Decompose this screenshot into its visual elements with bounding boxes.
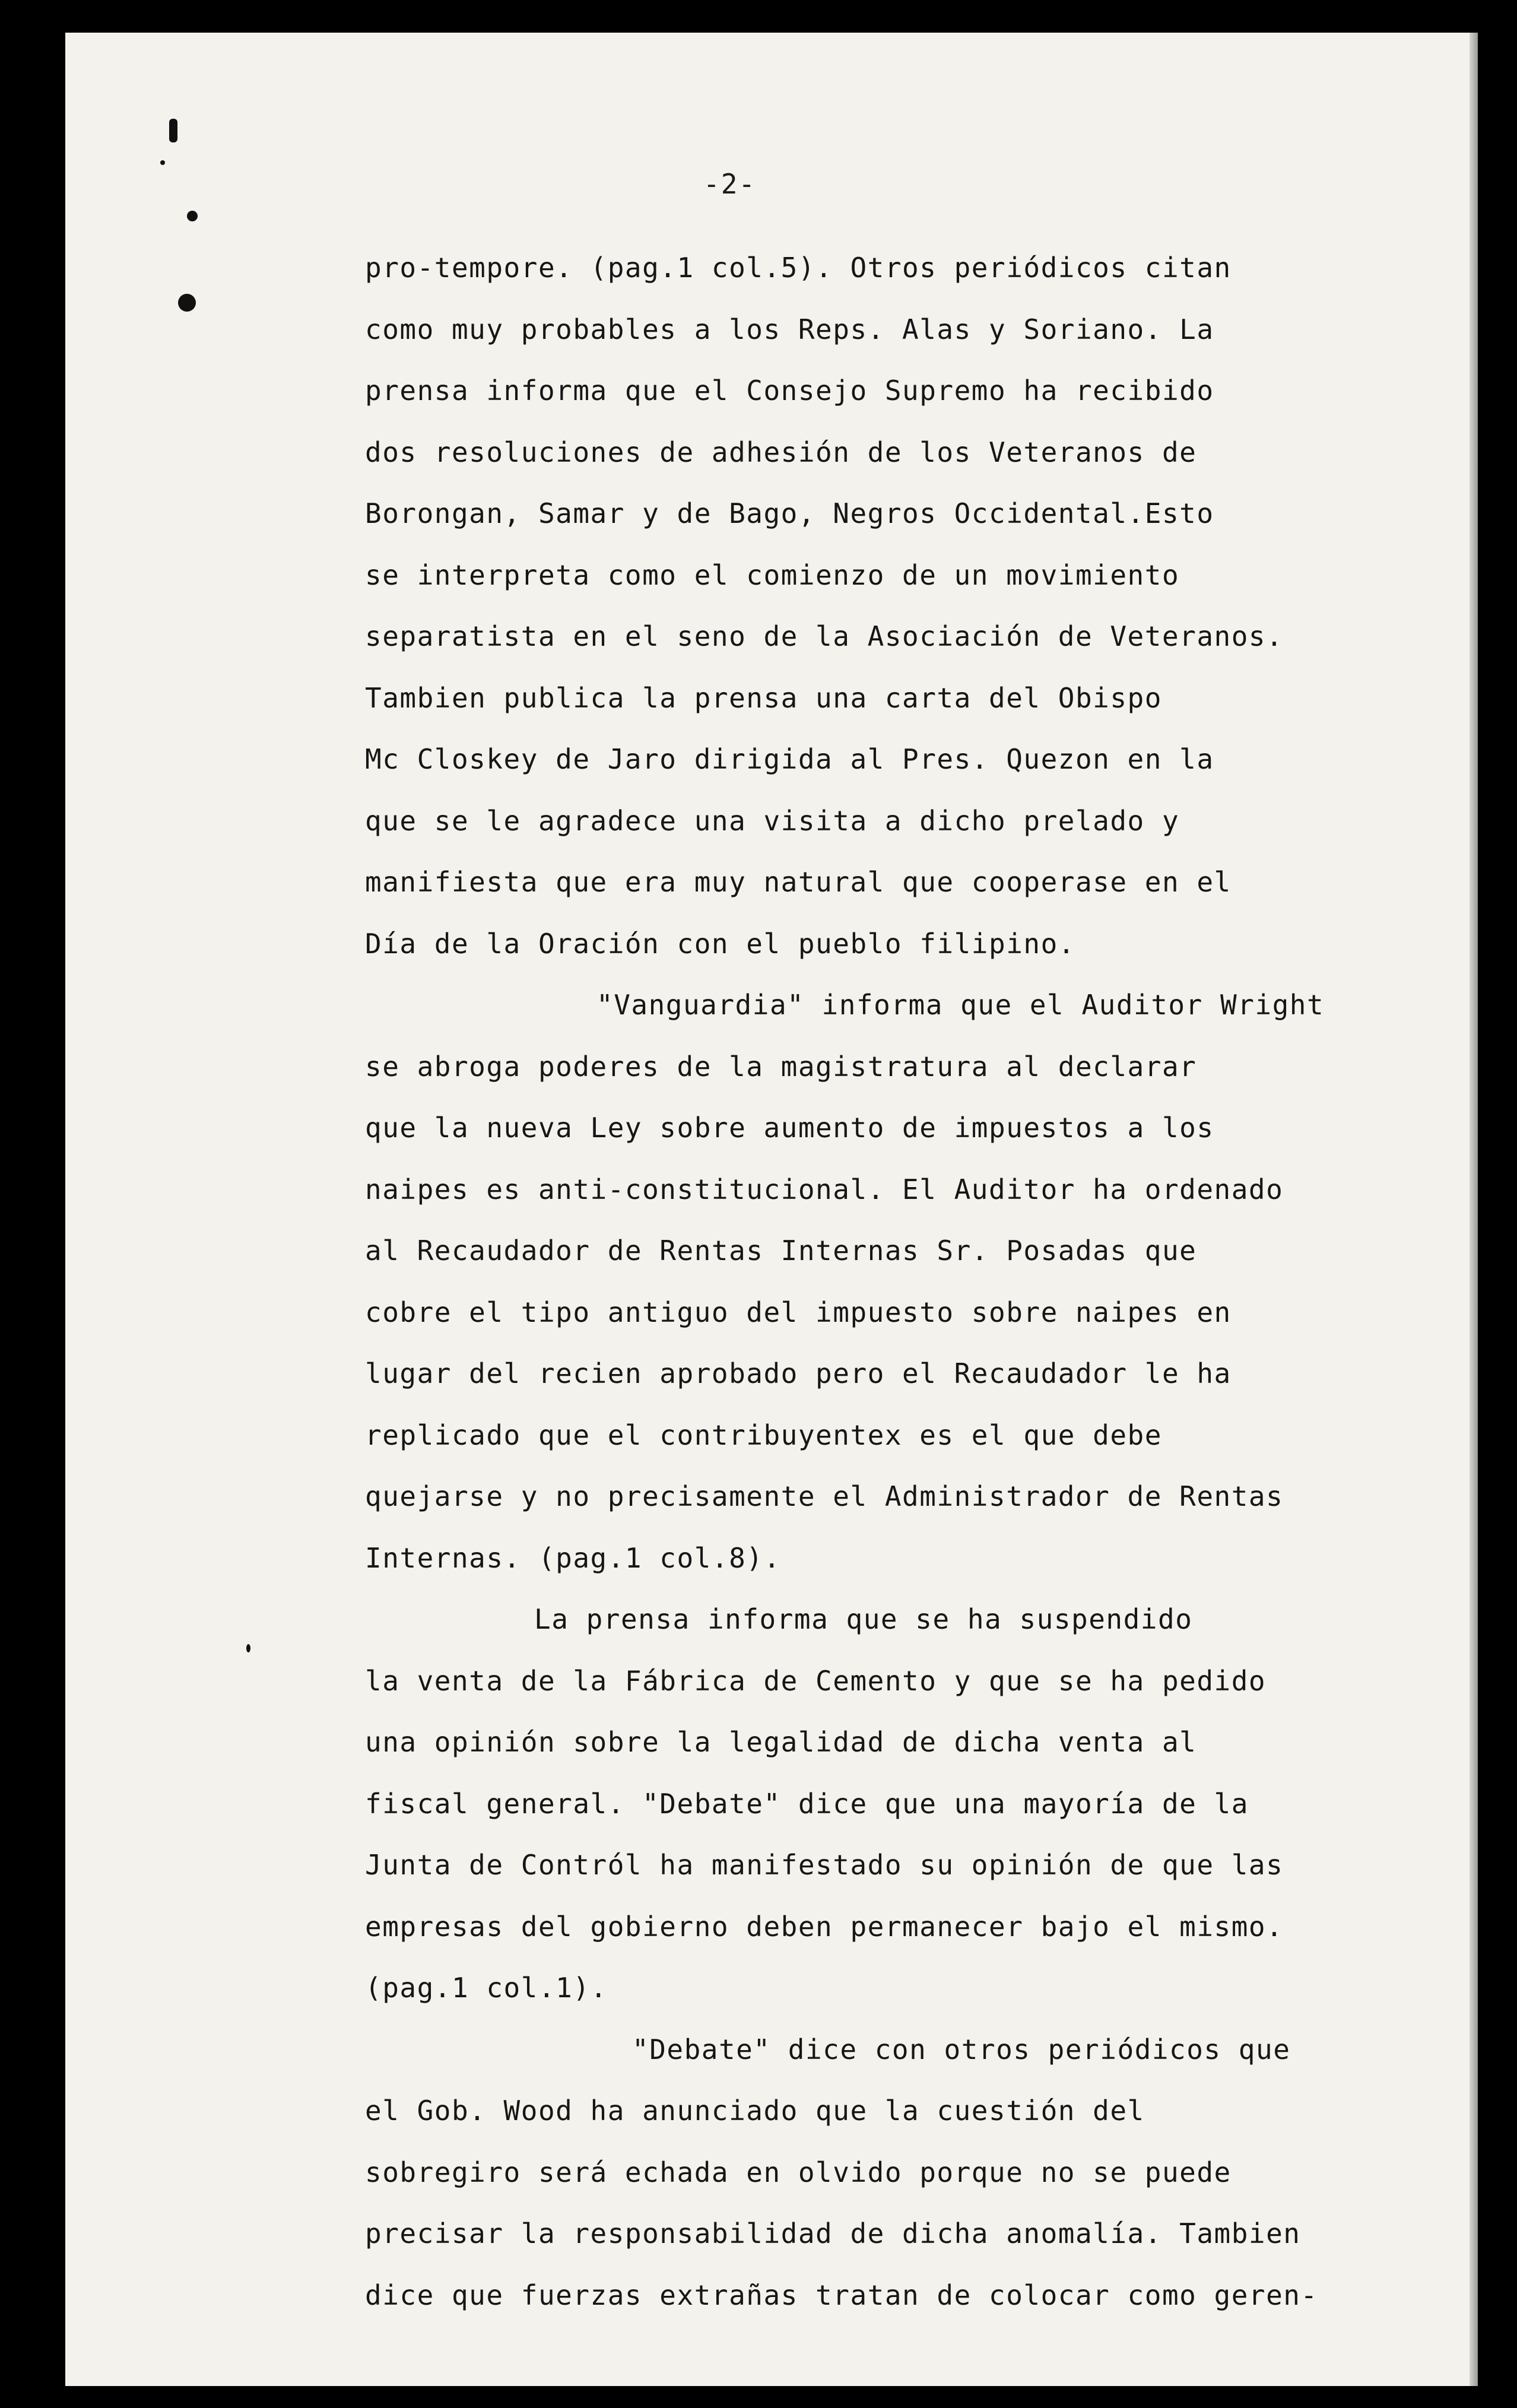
text-line: quejarse y no precisamente el Administrador de Rentas xyxy=(365,1480,1284,1512)
text-line: replicado que el contribuyentex es el que debe xyxy=(365,1419,1162,1451)
text-line: La prensa informa que se ha suspendido xyxy=(534,1603,1193,1635)
text-line: se abroga poderes de la magistratura al declarar xyxy=(365,1050,1197,1083)
text-line: naipes es anti-constitucional. El Auditor ha ordenado xyxy=(365,1173,1284,1205)
ink-speck xyxy=(160,160,165,165)
text-line: precisar la responsabilidad de dicha anomalía. Tambien xyxy=(365,2217,1301,2250)
text-line: (pag.1 col.1). xyxy=(365,1972,608,2004)
ink-speck xyxy=(178,294,196,312)
text-line: Mc Closkey de Jaro dirigida al Pres. Quezon en la xyxy=(365,743,1214,775)
text-line: manifiesta que era muy natural que cooperase en el xyxy=(365,866,1232,898)
text-line: Día de la Oración con el pueblo filipino. xyxy=(365,927,1075,960)
text-line: Tambien publica la prensa una carta del Obispo xyxy=(365,681,1162,714)
text-line: que la nueva Ley sobre aumento de impuestos a los xyxy=(365,1112,1214,1144)
text-line: al Recaudador de Rentas Internas Sr. Posadas que xyxy=(365,1235,1197,1267)
text-line: la venta de la Fábrica de Cemento y que se ha pedido xyxy=(365,1664,1267,1697)
text-line: el Gob. Wood ha anunciado que la cuestión del xyxy=(365,2095,1145,2127)
text-line: que se le agradece una visita a dicho prelado y xyxy=(365,804,1180,837)
text-line: lugar del recien aprobado pero el Recaudador le ha xyxy=(365,1357,1232,1389)
text-line: dos resoluciones de adhesión de los Veteranos de xyxy=(365,436,1197,468)
text-line: como muy probables a los Reps. Alas y Soriano. La xyxy=(365,313,1214,345)
document-page xyxy=(65,33,1478,2386)
text-line: "Debate" dice con otros periódicos que xyxy=(632,2033,1291,2066)
text-line: Borongan, Samar y de Bago, Negros Occidental.Esto xyxy=(365,497,1214,529)
text-line: separatista en el seno de la Asociación de Veteranos. xyxy=(365,620,1284,652)
text-line: "Vanguardia" informa que el Auditor Wright xyxy=(596,989,1325,1021)
text-line: cobre el tipo antiguo del impuesto sobre naipes en xyxy=(365,1296,1232,1328)
ink-speck xyxy=(169,119,177,142)
text-line: Junta de Contról ha manifestado su opinión de que las xyxy=(365,1849,1284,1881)
text-line: fiscal general. "Debate" dice que una mayoría de la xyxy=(365,1787,1249,1820)
ink-speck xyxy=(187,211,198,221)
text-line: prensa informa que el Consejo Supremo ha recibido xyxy=(365,375,1214,407)
text-line: sobregiro será echada en olvido porque no se puede xyxy=(365,2156,1232,2188)
text-line: pro-tempore. (pag.1 col.5). Otros periódicos citan xyxy=(365,252,1232,284)
text-line: empresas del gobierno deben permanecer bajo el mismo. xyxy=(365,1910,1284,1943)
ink-speck xyxy=(246,1644,250,1652)
text-line: Internas. (pag.1 col.8). xyxy=(365,1541,781,1574)
text-line: se interpreta como el comienzo de un movimiento xyxy=(365,559,1180,591)
page-edge-shadow xyxy=(1470,33,1478,2386)
typed-text-body xyxy=(365,237,1469,2326)
page-number: -2- xyxy=(703,168,757,200)
text-line: dice que fuerzas extrañas tratan de colocar como geren- xyxy=(365,2279,1318,2311)
text-line: una opinión sobre la legalidad de dicha venta al xyxy=(365,1726,1197,1758)
